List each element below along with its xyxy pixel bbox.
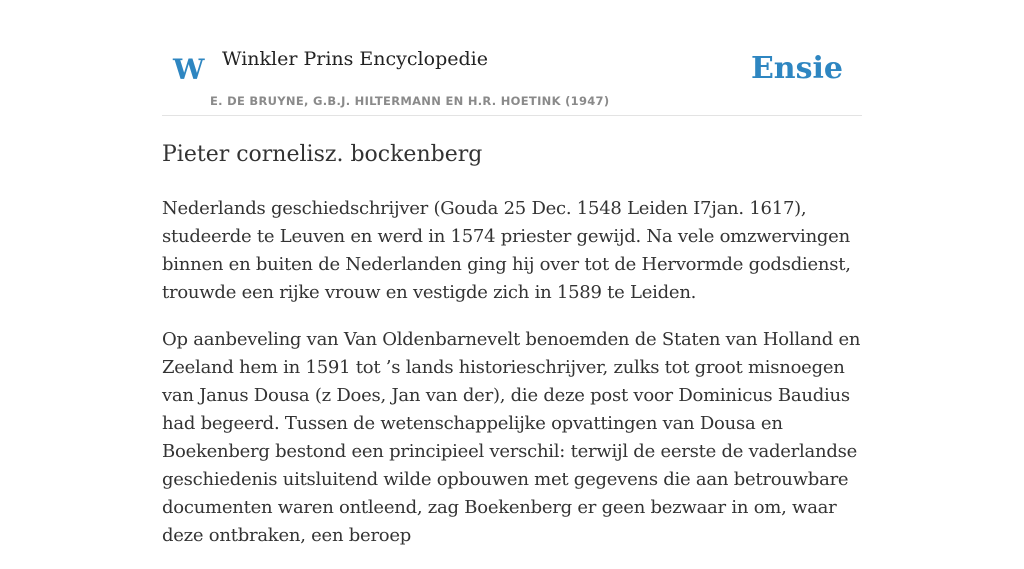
authors-byline: E. DE BRUYNE, G.B.J. HILTERMANN EN H.R. HOETINK (1947)	[210, 94, 610, 108]
encyclopedia-title-link[interactable]: Winkler Prins Encyclopedie	[222, 48, 488, 70]
article	[162, 139, 867, 569]
winkler-prins-logo[interactable]: W	[173, 53, 205, 86]
article-paragraph-2: Op aanbeveling van Van Oldenbarnevelt benoemden de Staten van Holland en Zeeland hem in 1591 tot ’s lands historieschrijver, zulks tot groot misnoegen van Janus Dousa (z Does, Jan van der), die deze post voor Dominicus Baudius had begeerd. Tussen de wetenschappelijke opvattingen van Dousa en Boekenberg bestond een principieel verschil: terwijl de eerste de vaderlandse geschiedenis uitsluitend wilde opbouwen met gegevens die aan betrouwbare documenten waren ontleend, zag Boekenberg er geen bezwaar in om, waar deze ontbraken, een beroep	[162, 329, 861, 546]
article-title: Pieter cornelisz. bockenberg	[162, 142, 483, 167]
article-paragraph-1: Nederlands geschiedschrijver (Gouda 25 Dec. 1548 Leiden I7jan. 1617), studeerde te Leuven en werd in 1574 priester gewijd. Na vele omzwervingen binnen en buiten de Nederlanden ging hij over tot de Hervormde godsdienst, trouwde een rijke vrouw en vestigde zich in 1589 te Leiden.	[162, 198, 851, 303]
ensie-brand-link[interactable]: Ensie	[750, 51, 843, 86]
site-header	[162, 40, 862, 116]
